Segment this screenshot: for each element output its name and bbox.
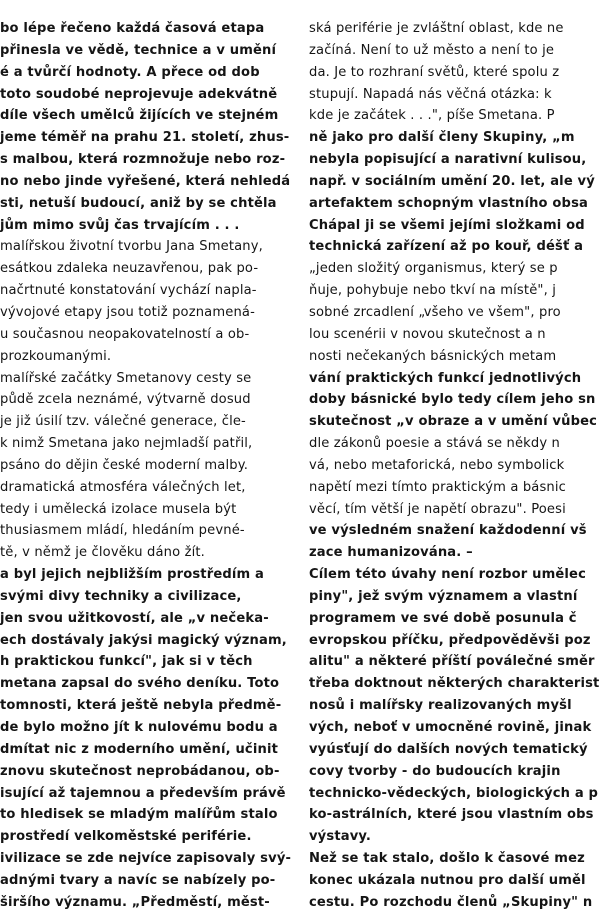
text-line: bo lépe řečeno každá časová etapa: [0, 21, 265, 36]
text-line: isující až tajemnou a především právě: [0, 785, 286, 801]
text-line: Než se tak stalo, došlo k časové mez: [309, 851, 585, 867]
text-line: nosů i malířsky realizovaných myšl: [309, 698, 572, 714]
text-line: tedy i umělecká izolace musela být: [0, 501, 237, 517]
text-line: é a tvůrčí hodnoty. A přece od dob: [0, 64, 260, 80]
text-line: vá, nebo metaforická, nebo symbolick: [309, 457, 565, 473]
text-line: načrtnuté konstatování vychází napla-: [0, 283, 257, 299]
text-line: u současnou neopakovatelností a ob-: [0, 326, 250, 342]
text-line: skutečnost „v obraze a v umění vůbec: [309, 414, 598, 430]
text-line: sti, netuší budoucí, aniž by se chtěla: [0, 195, 277, 211]
text-line: jeme téměř na prahu 21. století, zhus-: [0, 130, 290, 146]
text-line: ská periférie je zvláštní oblast, kde ne: [309, 21, 564, 36]
text-line: vání praktických funkcí jednotlivých: [309, 370, 582, 386]
text-line: jům mimo svůj čas trvajícím . . .: [0, 217, 240, 233]
text-line: vyúsťují do dalších nových tematický: [309, 741, 588, 757]
text-line: nebyla popisující a narativní kulisou,: [309, 152, 587, 168]
text-line: znovu skutečnost neprobádanou, ob-: [0, 763, 280, 779]
text-line: thusiasmem mládí, hledáním pevné-: [0, 523, 245, 539]
text-line: h praktickou funkcí", jak si v těch: [0, 654, 253, 670]
text-line: výstavy.: [309, 829, 372, 845]
text-line: a byl jejich nejbližším prostředím a: [0, 567, 264, 583]
text-line: zace humanizována. –: [309, 545, 473, 561]
text-line: artefaktem schopným vlastního obsa: [309, 195, 589, 211]
text-line: dmítat nic z moderního umění, učinit: [0, 741, 278, 757]
text-line: technicko-vědeckých, biologických a p: [309, 785, 599, 801]
text-line: prozkoumanými.: [0, 348, 112, 364]
text-line: stupují. Napadá nás věčná otázka: k: [309, 86, 552, 102]
text-line: lou scenérii v novou skutečnost a n: [309, 326, 546, 342]
text-line: přinesla ve vědě, technice a v umění: [0, 42, 277, 58]
text-line: malířské začátky Smetanovy cesty se: [0, 370, 252, 386]
text-line: programem ve své době posunula č: [309, 610, 577, 626]
text-line: psáno do dějin české moderní malby.: [0, 457, 249, 473]
text-line: ech dostávaly jakýsi magický význam,: [0, 632, 287, 648]
text-line: ve výsledném snažení každodenní vš: [309, 523, 587, 539]
text-line: širšího významu. „Předměstí, měst-: [0, 894, 270, 910]
text-line: piny", jež svým významem a vlastní: [309, 588, 578, 604]
left-text-column: [0, 18, 300, 914]
text-line: vých, neboť v umocněné rovině, jinak: [309, 720, 592, 735]
text-line: díle všech umělců žijících ve stejném: [0, 108, 279, 124]
text-line: toto soudobé neprojevuje adekvátně: [0, 86, 278, 102]
text-line: „jeden složitý organismus, který se p: [309, 261, 558, 277]
text-line: Cílem této úvahy není rozbor umělec: [309, 567, 586, 583]
text-line: jen svou užitkovostí, ale „v nečeka-: [0, 610, 269, 626]
text-line: cestu. Po rozchodu členů „Skupiny" n: [309, 894, 593, 910]
text-line: kde je začátek . . .", píše Smetana. P: [309, 108, 555, 124]
text-line: ivilizace se zde nejvíce zapisovaly svý-: [0, 851, 292, 867]
text-line: nosti nečekaných básnických metam: [309, 348, 557, 364]
text-line: adnými tvary a navíc se nabízely po-: [0, 872, 276, 888]
text-line: de bylo možno jít k nulovému bodu a: [0, 720, 278, 735]
text-line: je již úsilí tzv. válečné generace, čle-: [0, 414, 246, 430]
text-line: esátkou zdaleka neuzavřenou, pak po-: [0, 261, 259, 277]
text-line: např. v sociálním umění 20. let, ale vý: [309, 173, 595, 189]
text-line: svými divy techniky a civilizace,: [0, 588, 242, 604]
text-line: věcí, tím větší je napětí obrazu". Poesi: [309, 501, 566, 517]
text-line: evropskou příčku, předpověděvši poz: [309, 632, 591, 648]
text-line: konec ukázala nutnou pro další uměl: [309, 872, 586, 888]
text-line: malířskou životní tvorbu Jana Smetany,: [0, 239, 263, 255]
text-line: da. Je to rozhraní světů, které spolu z: [309, 64, 560, 80]
text-line: metana zapsal do svého deníku. Toto: [0, 676, 280, 692]
text-line: no nebo jinde vyřešené, která nehledá: [0, 173, 291, 189]
text-line: s malbou, která rozmnožuje nebo roz-: [0, 152, 286, 168]
text-line: ně jako pro další členy Skupiny, „m: [309, 130, 575, 146]
text-line: vývojové etapy jsou totiž poznamená-: [0, 304, 255, 320]
text-line: to hledisek se mladým malířům stalo: [0, 807, 278, 823]
text-line: alitu" a některé příští poválečné směr: [309, 654, 595, 670]
text-line: třeba doktnout některých charakterist: [309, 676, 600, 692]
text-line: dle zákonů poesie a stává se někdy n: [309, 436, 561, 452]
text-line: prostředí velkoměstské periférie.: [0, 829, 252, 845]
text-line: doby básnické bylo tedy cílem jeho sn: [309, 392, 596, 408]
text-line: sobné zrcadlení „všeho ve všem", pro: [309, 304, 561, 320]
text-line: tomnosti, která ještě nebyla předmě-: [0, 698, 282, 714]
text-line: tě, v němž je člověku dáno žít.: [0, 545, 205, 561]
text-line: ko-astrálních, které jsou vlastním obs: [309, 807, 594, 823]
text-line: půdě zcela neznámé, výtvarně dosud: [0, 392, 251, 408]
text-line: ňuje, pohybuje nebo tkví na místě", j: [309, 283, 556, 299]
text-line: dramatická atmosféra válečných let,: [0, 479, 246, 495]
text-line: začíná. Není to už město a není to je: [309, 42, 555, 58]
text-line: covy tvorby - do budoucích krajin: [309, 763, 561, 779]
text-line: Chápal ji se všemi jejími složkami od: [309, 217, 585, 233]
text-line: technická zařízení až po kouř, déšť a: [309, 239, 584, 255]
right-text-column: [309, 18, 609, 914]
text-line: k nimž Smetana jako nejmladší patřil,: [0, 436, 253, 452]
text-line: napětí mezi tímto praktickým a básnic: [309, 479, 567, 495]
